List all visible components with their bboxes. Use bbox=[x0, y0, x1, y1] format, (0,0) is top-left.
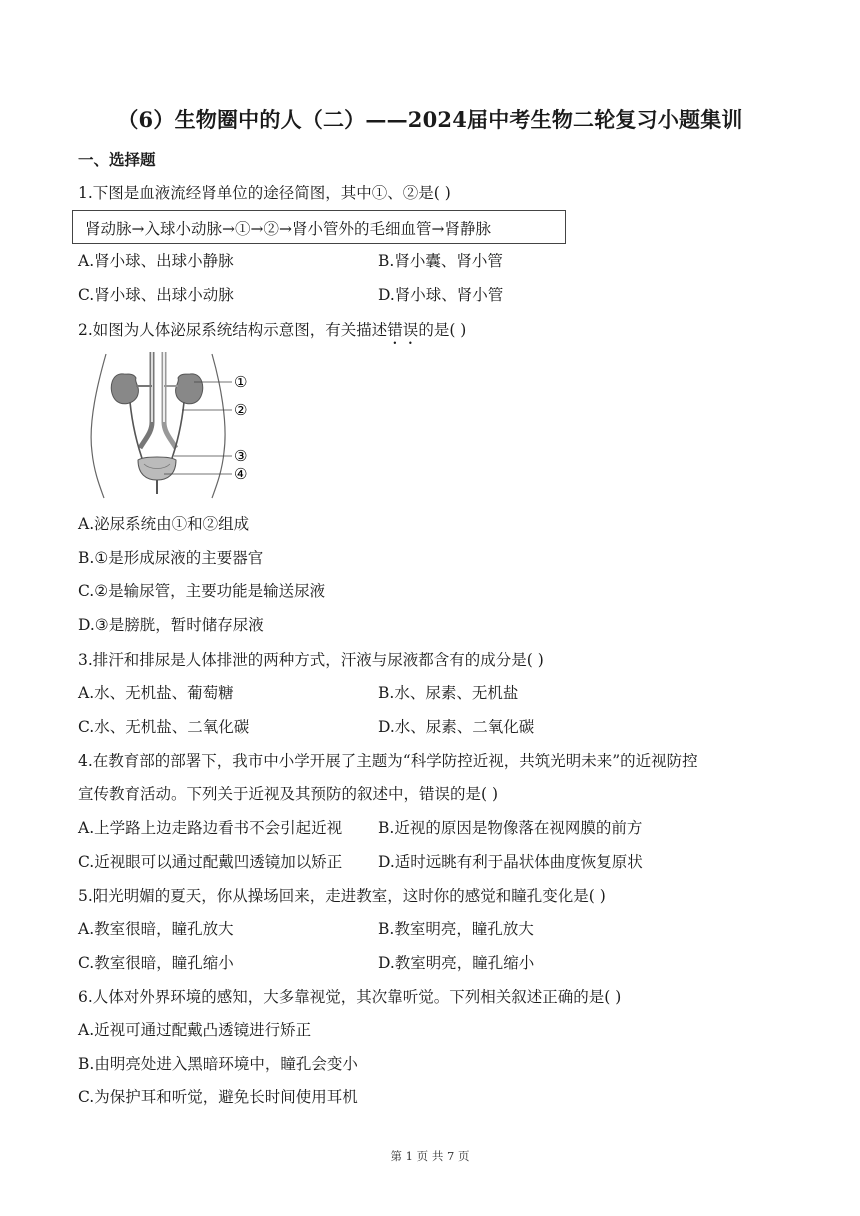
q6-option-a: A.近视可通过配戴凸透镜进行矫正 bbox=[78, 1021, 312, 1039]
q4-option-b: B.近视的原因是物像落在视网膜的前方 bbox=[378, 819, 643, 837]
q2-emphasis: 错误 bbox=[387, 321, 419, 339]
q5-options-row-1 bbox=[78, 919, 778, 939]
q6-stem: 6.人体对外界环境的感知，大多靠视觉，其次靠听觉。下列相关叙述正确的是( ) bbox=[78, 988, 622, 1006]
q1-options-row-1 bbox=[78, 251, 778, 271]
q5-option-a: A.教室很暗，瞳孔放大 bbox=[78, 920, 234, 938]
q6-option-c: C.为保护耳和听觉，避免长时间使用耳机 bbox=[78, 1088, 358, 1106]
q3-options-row-1 bbox=[78, 683, 778, 703]
q1-stem: 1.下图是血液流经肾单位的途径简图，其中①、②是( ) bbox=[78, 184, 451, 202]
q5-option-c: C.教室很暗，瞳孔缩小 bbox=[78, 954, 234, 972]
q2-option-c: C.②是输尿管，主要功能是输送尿液 bbox=[78, 582, 326, 600]
q3-option-c: C.水、无机盐、二氧化碳 bbox=[78, 718, 250, 736]
diagram-label-1: ① bbox=[234, 373, 248, 391]
q1-options-row-2 bbox=[78, 285, 778, 305]
diagram-label-3: ③ bbox=[234, 447, 248, 465]
q5-option-b: B.教室明亮，瞳孔放大 bbox=[378, 920, 534, 938]
q1-pathway-text: 肾动脉→入球小动脉→①→②→肾小管外的毛细血管→肾静脉 bbox=[85, 220, 491, 238]
q4-stem-line-1: 4.在教育部的部署下，我市中小学开展了主题为“科学防控近视，共筑光明未来”的近视防控 bbox=[78, 752, 698, 770]
q4-option-a: A.上学路上边走路边看书不会引起近视 bbox=[78, 819, 343, 837]
q5-option-d: D.教室明亮，瞳孔缩小 bbox=[378, 954, 535, 972]
q2-stem: 2.如图为人体泌尿系统结构示意图，有关描述错误的是( ) bbox=[78, 321, 467, 339]
q3-options-row-2 bbox=[78, 717, 778, 737]
q4-stem-line-2: 宣传教育活动。下列关于近视及其预防的叙述中，错误的是( ) bbox=[78, 785, 499, 803]
q1-option-d: D.肾小球、肾小管 bbox=[378, 286, 504, 304]
q2-option-d: D.③是膀胱，暂时储存尿液 bbox=[78, 616, 264, 634]
q1-option-b: B.肾小囊、肾小管 bbox=[378, 252, 503, 270]
q4-options-row-2 bbox=[78, 852, 778, 872]
diagram-label-2: ② bbox=[234, 401, 248, 419]
q3-stem: 3.排汗和排尿是人体排泄的两种方式，汗液与尿液都含有的成分是( ) bbox=[78, 651, 544, 669]
q3-option-a: A.水、无机盐、葡萄糖 bbox=[78, 684, 234, 702]
q6-option-b: B.由明亮处进入黑暗环境中，瞳孔会变小 bbox=[78, 1055, 358, 1073]
q2-option-b: B.①是形成尿液的主要器官 bbox=[78, 549, 264, 567]
q3-option-b: B.水、尿素、无机盐 bbox=[378, 684, 519, 702]
diagram-label-4: ④ bbox=[234, 465, 248, 483]
q4-option-c: C.近视眼可以通过配戴凹透镜加以矫正 bbox=[78, 853, 343, 871]
q3-option-d: D.水、尿素、二氧化碳 bbox=[378, 718, 535, 736]
q1-pathway-box bbox=[72, 210, 566, 244]
q5-options-row-2 bbox=[78, 953, 778, 973]
page-footer: 第 1 页 共 7 页 bbox=[390, 1149, 470, 1163]
q2-option-a: A.泌尿系统由①和②组成 bbox=[78, 515, 250, 533]
q4-option-d: D.适时远眺有利于晶状体曲度恢复原状 bbox=[378, 853, 643, 871]
urinary-system-diagram bbox=[84, 352, 264, 500]
q1-option-c: C.肾小球、出球小动脉 bbox=[78, 286, 234, 304]
q5-stem: 5.阳光明媚的夏天，你从操场回来，走进教室，这时你的感觉和瞳孔变化是( ) bbox=[78, 887, 606, 905]
q1-option-a: A.肾小球、出球小静脉 bbox=[78, 252, 234, 270]
section-heading: 一、选择题 bbox=[78, 150, 156, 169]
q4-options-row-1 bbox=[78, 818, 778, 838]
page-title: （6）生物圈中的人（二）——2024届中考生物二轮复习小题集训 bbox=[117, 107, 743, 132]
